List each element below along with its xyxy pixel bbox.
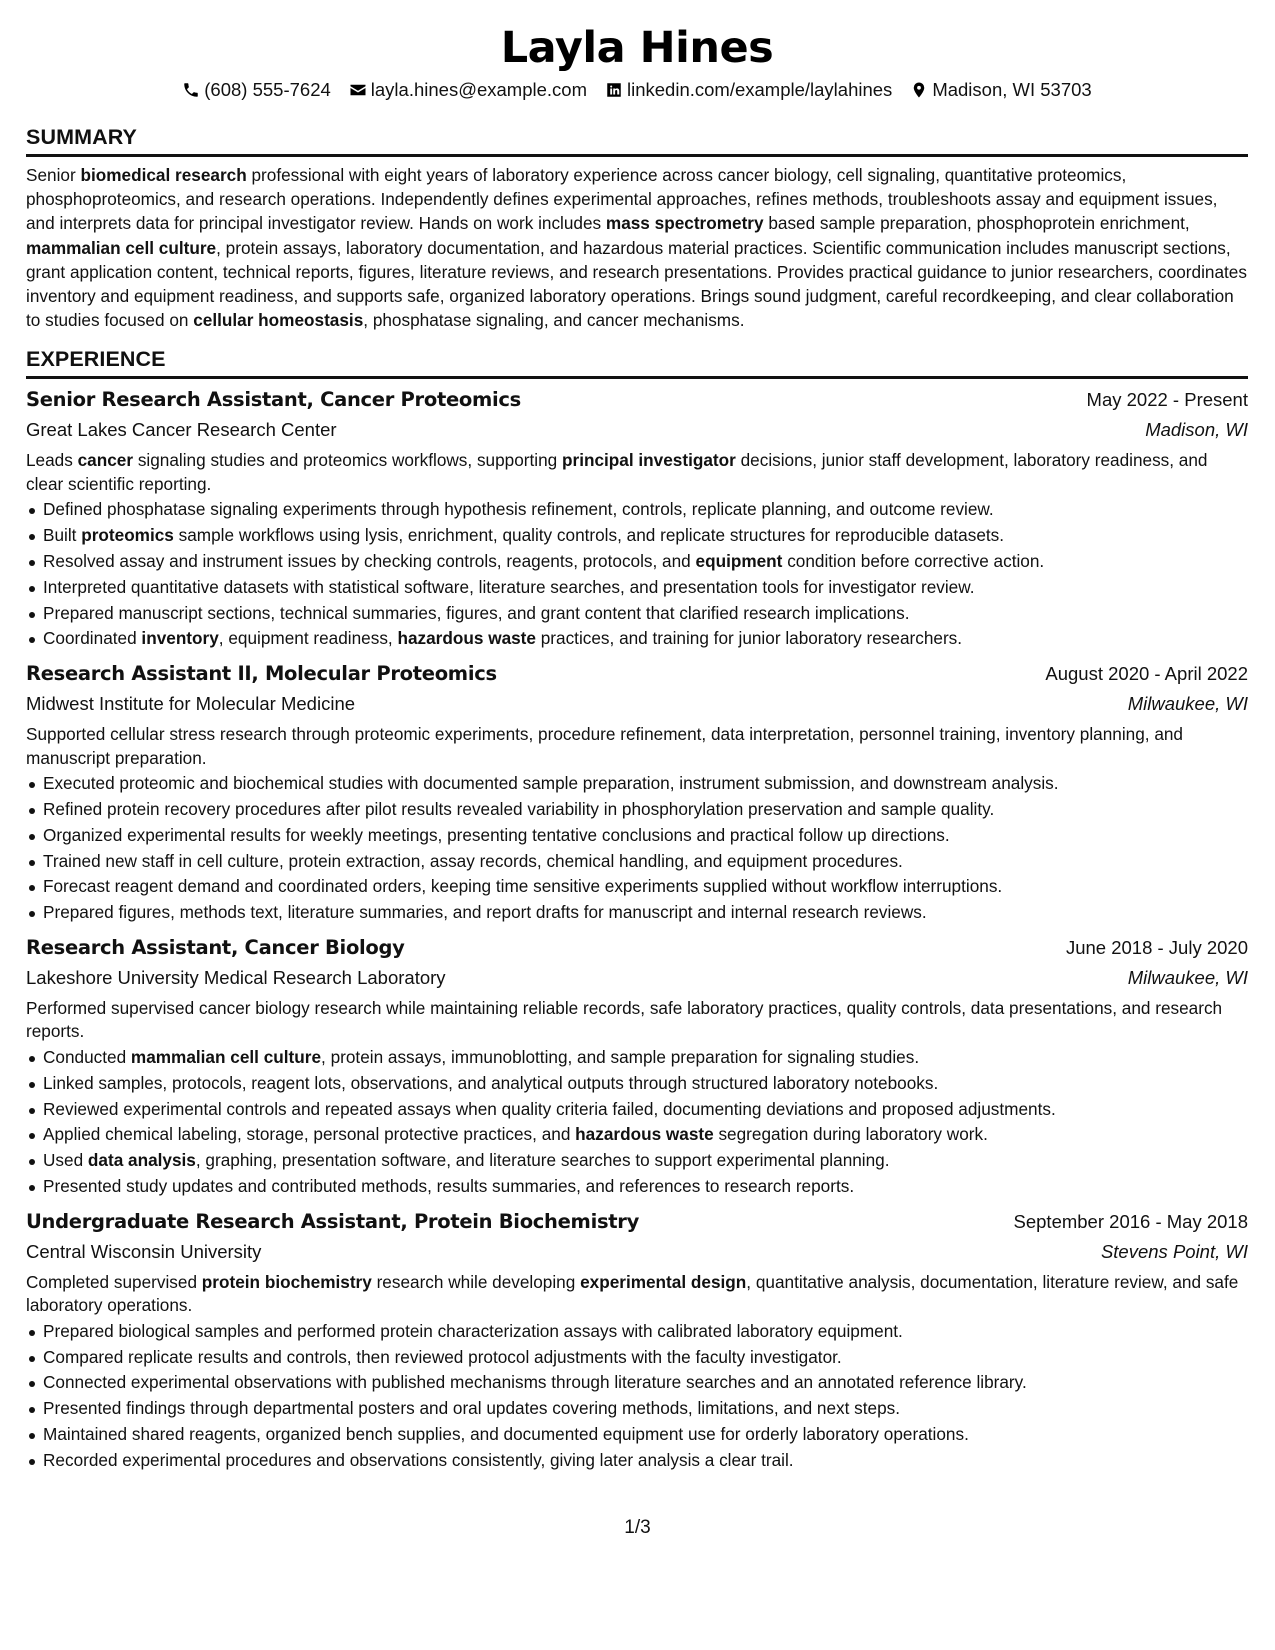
job-bullet — [26, 823, 1248, 849]
job-organization: Midwest Institute for Molecular Medicine — [26, 693, 356, 715]
job-organization: Lakeshore University Medical Research Laboratory — [26, 966, 446, 988]
job-bullet — [26, 626, 1248, 652]
text-run: Maintained shared reagents, organized bench supplies, and documented equipment use for orderly laboratory operations. — [43, 1423, 969, 1444]
text-run: signaling studies and proteomics workflows, supporting — [133, 450, 562, 471]
text-run: Forecast reagent demand and coordinated orders, keeping time sensitive experiments supplied without workflow interruptions. — [43, 876, 1003, 897]
keyword-highlight: protein biochemistry — [201, 1271, 372, 1292]
job-bullet — [26, 1097, 1248, 1123]
job-bullet — [26, 1045, 1248, 1071]
job-org-row — [26, 1237, 1248, 1267]
contact-phone — [182, 78, 331, 102]
keyword-highlight: biomedical research — [80, 165, 247, 185]
job-header-row — [26, 933, 1248, 963]
keyword-highlight: experimental design — [580, 1271, 747, 1292]
job-org-row — [26, 415, 1248, 445]
job-bullet — [26, 575, 1248, 601]
job-organization: Central Wisconsin University — [26, 1240, 262, 1262]
text-run: Linked samples, protocols, reagent lots, observations, and analytical outputs through structured laboratory notebooks. — [43, 1072, 939, 1093]
linkedin-link[interactable]: linkedin.com/example/laylahines — [627, 79, 893, 100]
text-run: Organized experimental results for weekly meetings, presenting tentative conclusions and practical follow up directions. — [43, 824, 950, 845]
job-bullet — [26, 523, 1248, 549]
envelope-icon — [349, 81, 367, 99]
phone-icon — [182, 81, 200, 99]
job-bullet — [26, 900, 1248, 926]
text-run: Reviewed experimental controls and repeated assays when quality criteria failed, documenting deviations and proposed adjustments. — [43, 1098, 1056, 1119]
job-header-row — [26, 1207, 1248, 1237]
job-bullet — [26, 771, 1248, 797]
keyword-highlight: cancer — [77, 450, 134, 471]
job-organization: Great Lakes Cancer Research Center — [26, 419, 337, 441]
job-dates: September 2016 - May 2018 — [1013, 1210, 1248, 1232]
text-run: Presented findings through departmental posters and oral updates covering methods, limitations, and next steps. — [43, 1398, 901, 1419]
job-bullet — [26, 497, 1248, 523]
contact-email[interactable] — [349, 78, 587, 102]
job-org-row — [26, 963, 1248, 993]
keyword-highlight: hazardous waste — [397, 628, 536, 649]
text-run: condition before corrective action. — [782, 551, 1045, 572]
text-run: Prepared figures, methods text, literature summaries, and report drafts for manuscript and internal research reviews. — [43, 902, 927, 923]
job-dates: June 2018 - July 2020 — [1065, 936, 1248, 958]
job-bullet — [26, 797, 1248, 823]
job-description — [26, 723, 1248, 770]
job-bullet — [26, 549, 1248, 575]
text-run: Resolved assay and instrument issues by checking controls, reagents, protocols, and — [43, 551, 696, 572]
job-title: Undergraduate Research Assistant, Protein Biochemistry — [26, 1209, 640, 1233]
contact-bar — [26, 78, 1248, 102]
job-bullet — [26, 1148, 1248, 1174]
text-run: practices, and training for junior laboratory researchers. — [535, 628, 963, 649]
job-bullets — [26, 497, 1248, 652]
job-bullet — [26, 1071, 1248, 1097]
keyword-highlight: principal investigator — [562, 450, 736, 471]
text-run: Presented study updates and contributed methods, results summaries, and references to research reports. — [43, 1175, 855, 1196]
text-run: professional with eight years of laboratory experience across cancer biology, cell signaling, quantitative proteomics, phosphoproteomics, and research operations. Independently defines experimental approaches, refines methods, troubleshoots assay and equipment issues, and interprets data for principal investigator review. Hands on work includes — [26, 165, 1218, 234]
text-run: Connected experimental observations with published mechanisms through literature searches and an annotated reference library. — [43, 1372, 1027, 1393]
job-header-row — [26, 659, 1248, 689]
text-run: Prepared manuscript sections, technical summaries, figures, and grant content that clarified research implications. — [43, 602, 910, 623]
text-run: Supported cellular stress research through proteomic experiments, procedure refinement, data interpretation, personnel training, inventory planning, and manuscript preparation. — [26, 724, 1183, 768]
summary-text — [26, 163, 1248, 332]
text-run: , phosphatase signaling, and cancer mechanisms. — [363, 310, 745, 331]
text-run: Completed supervised — [26, 1271, 202, 1292]
job-dates: May 2022 - Present — [1086, 389, 1248, 411]
text-run: Coordinated — [43, 628, 142, 649]
job-bullet — [26, 601, 1248, 627]
text-run: segregation during laboratory work. — [713, 1124, 988, 1145]
contact-linkedin[interactable] — [605, 78, 892, 102]
text-run: Trained new staff in cell culture, protein extraction, assay records, chemical handling, and equipment procedures. — [43, 850, 903, 871]
text-run: sample workflows using lysis, enrichment, quality controls, and replicate structures for reproducible datasets. — [173, 525, 1005, 546]
job-bullet — [26, 1448, 1248, 1474]
text-run: Defined phosphatase signaling experiments through hypothesis refinement, controls, replicate planning, and outcome review. — [43, 499, 994, 520]
text-run: based sample preparation, phosphoprotein enrichment, — [763, 213, 1190, 234]
job-bullet — [26, 1422, 1248, 1448]
job-header-row — [26, 385, 1248, 415]
map-pin-icon — [910, 81, 928, 99]
job-location: Milwaukee, WI — [1127, 966, 1248, 988]
text-run: , equipment readiness, — [218, 628, 398, 649]
keyword-highlight: proteomics — [81, 525, 174, 546]
text-run: Executed proteomic and biochemical studies with documented sample preparation, instrument submission, and downstream analysis. — [43, 773, 1059, 794]
text-run: Used — [43, 1150, 88, 1171]
job-location: Milwaukee, WI — [1127, 693, 1248, 715]
job-bullets — [26, 1319, 1248, 1474]
job-entry — [26, 659, 1248, 926]
job-title: Senior Research Assistant, Cancer Proteomics — [26, 388, 521, 412]
keyword-highlight: mammalian cell culture — [26, 237, 217, 258]
text-run: Senior — [26, 165, 81, 185]
page-number: 1/3 — [624, 1517, 651, 1538]
job-bullet — [26, 1345, 1248, 1371]
summary-heading: SUMMARY — [26, 124, 1248, 157]
text-run: , graphing, presentation software, and literature searches to support experimental planning. — [195, 1150, 890, 1171]
job-location: Stevens Point, WI — [1100, 1240, 1248, 1262]
email-link[interactable]: layla.hines@example.com — [370, 79, 587, 100]
text-run: Built — [43, 525, 82, 546]
job-bullets — [26, 771, 1248, 926]
resume-page — [26, 22, 1248, 1474]
keyword-highlight: mass spectrometry — [605, 213, 764, 234]
job-description — [26, 1271, 1248, 1318]
job-title: Research Assistant, Cancer Biology — [26, 935, 405, 959]
job-bullets — [26, 1045, 1248, 1200]
text-run: , protein assays, laboratory documentation, and hazardous material practices. Scientific communication includes manuscript sections, grant application content, technical reports, figures, literature reviews, and research presentations. Provides practical guidance to junior researchers, coordinates inventory and equipment readiness, and supports safe, organized laboratory operations. Brings sound judgment, careful recordkeeping, and clear collaboration to studies focused on — [26, 237, 1247, 331]
job-list — [26, 385, 1248, 1473]
location-text: Madison, WI 53703 — [932, 79, 1092, 100]
text-run: Refined protein recovery procedures after pilot results revealed variability in phosphorylation preservation and sample quality. — [43, 799, 995, 819]
job-description — [26, 997, 1248, 1044]
text-run: Recorded experimental procedures and observations consistently, giving later analysis a clear trail. — [43, 1449, 794, 1470]
experience-heading: EXPERIENCE — [26, 346, 1248, 379]
text-run: Prepared biological samples and performed protein characterization assays with calibrated laboratory equipment. — [43, 1320, 903, 1341]
keyword-highlight: data analysis — [87, 1150, 196, 1171]
job-bullet — [26, 874, 1248, 900]
job-dates: August 2020 - April 2022 — [1045, 663, 1248, 685]
keyword-highlight: mammalian cell culture — [130, 1046, 322, 1067]
keyword-highlight: equipment — [695, 551, 783, 572]
job-bullet — [26, 1174, 1248, 1200]
text-run: Leads — [26, 450, 78, 471]
text-run: research while developing — [371, 1271, 581, 1292]
job-bullet — [26, 1122, 1248, 1148]
job-entry — [26, 933, 1248, 1200]
text-run: Conducted — [43, 1046, 131, 1067]
text-run: decisions, junior staff development, laboratory readiness, and clear scientific reporting. — [26, 450, 1208, 494]
job-title: Research Assistant II, Molecular Proteomics — [26, 662, 497, 686]
job-entry — [26, 385, 1248, 652]
contact-location — [910, 78, 1091, 102]
job-entry — [26, 1207, 1248, 1474]
candidate-name: Layla Hines — [500, 23, 774, 73]
keyword-highlight: hazardous waste — [575, 1124, 714, 1145]
keyword-highlight: inventory — [141, 628, 219, 649]
job-location: Madison, WI — [1145, 419, 1248, 441]
text-run: , protein assays, immunoblotting, and sample preparation for signaling studies. — [321, 1046, 920, 1067]
experience-section — [26, 346, 1248, 1473]
text-run: , quantitative analysis, documentation, literature review, and safe laboratory operations. — [26, 1271, 1239, 1316]
job-bullet — [26, 1370, 1248, 1396]
linkedin-icon — [605, 81, 623, 99]
job-bullet — [26, 849, 1248, 875]
phone-text: (608) 555-7624 — [204, 79, 331, 100]
text-run: Interpreted quantitative datasets with statistical software, literature searches, and presentation tools for investigator review. — [43, 576, 975, 597]
summary-section — [26, 124, 1248, 332]
job-org-row — [26, 689, 1248, 719]
job-bullet — [26, 1319, 1248, 1345]
text-run: Applied chemical labeling, storage, personal protective practices, and — [43, 1124, 576, 1145]
job-bullet — [26, 1396, 1248, 1422]
keyword-highlight: cellular homeostasis — [193, 310, 364, 331]
text-run: Compared replicate results and controls, then reviewed protocol adjustments with the faculty investigator. — [43, 1346, 842, 1367]
text-run: Performed supervised cancer biology research while maintaining reliable records, safe laboratory practices, quality controls, data presentations, and research reports. — [26, 997, 1223, 1042]
job-description — [26, 449, 1248, 496]
